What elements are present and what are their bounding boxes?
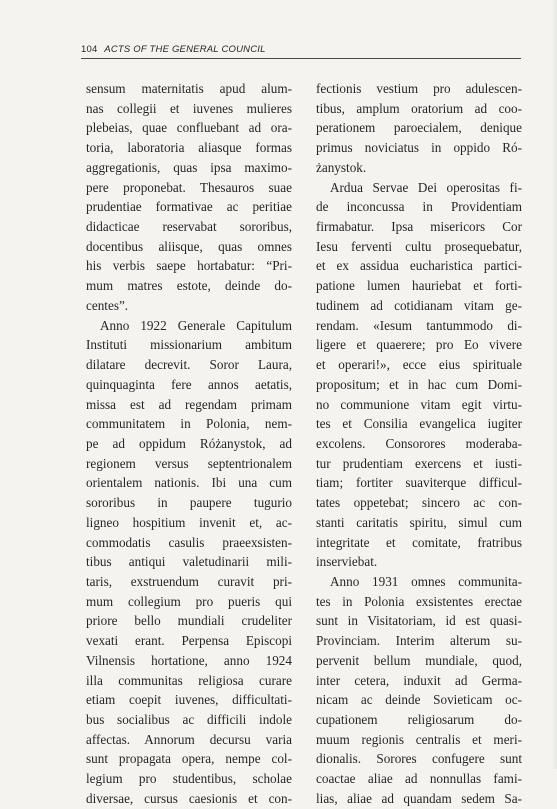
- text-line: nas collegii et iuvenes mulieres: [86, 100, 292, 116]
- right-column: [316, 79, 522, 809]
- header-rule: [81, 58, 521, 59]
- text-line: inter cetera, induxit ad Germa-: [316, 672, 522, 688]
- text-line: et operari!», ecce eius spirituale: [316, 357, 522, 373]
- text-line: tudinem ad cotidianam vitam ge-: [316, 297, 522, 313]
- page-edge-shadow: [551, 0, 557, 769]
- text-line: aggregationis, quas ipsa maximo-: [86, 159, 292, 175]
- text-line: etiam coepit iuvenes, difficultati-: [86, 692, 292, 708]
- text-line: Provinciam. Interim alterum su-: [316, 633, 522, 649]
- text-line: diversae, cursus caesionis et con-: [86, 790, 292, 806]
- text-line: primus noviciatus in oppido Ró-: [316, 140, 522, 156]
- text-line: excolens. Consorores moderaba-: [316, 435, 522, 451]
- running-header: [81, 44, 521, 55]
- text-line: no communione vitam egit virtu-: [316, 396, 522, 412]
- text-line: pere proponebat. Thesauros suae: [86, 179, 292, 195]
- text-line: lias, aliae ad quandam sedem Sa-: [316, 790, 522, 806]
- text-line: inserviebat.: [316, 554, 378, 570]
- text-line: sensum maternitatis apud alum-: [86, 81, 292, 96]
- text-line: sunt in Visitatoriam, id est quasi-: [316, 613, 522, 629]
- text-line: perationem paroecialem, denique: [316, 120, 522, 136]
- page-number: 104: [81, 44, 98, 55]
- text-line: de inconcussa in Providentiam: [316, 199, 522, 215]
- text-line: żanystok.: [316, 159, 367, 175]
- text-line: quinquaginta fere annos aetatis,: [86, 376, 292, 392]
- text-line: dilatare decrevit. Soror Laura,: [86, 357, 292, 373]
- text-line: Iesu ferventi cultu prosequebatur,: [316, 238, 522, 254]
- text-line: Ardua Servae Dei operositas fi-: [330, 179, 522, 195]
- text-line: fectionis vestium pro adulescen-: [316, 81, 522, 96]
- text-line: tes in Polonia exsistentes erectae: [316, 593, 522, 609]
- text-line: plebeias, quae confluebant ad ora-: [86, 120, 292, 136]
- text-line: ligere et quaerere; pro Eo vivere: [316, 337, 522, 353]
- text-line: Instituti missionarium ambitum: [86, 337, 292, 353]
- text-line: tibus, amplum oratorium ad coo-: [316, 100, 522, 116]
- text-line: centes”.: [86, 297, 129, 313]
- text-line: ligneo hospitium invenit et, ac-: [86, 514, 292, 530]
- text-line: regionem versus septentrionalem: [86, 455, 292, 471]
- text-line: didacticae reservabat sororibus,: [86, 219, 292, 235]
- text-line: coactae aliae ad nonnullas fami-: [316, 771, 522, 787]
- text-line: firmabatur. Ipsa misericors Cor: [316, 219, 522, 235]
- text-line: pe ad oppidum Różanystok, ad: [86, 435, 292, 451]
- text-line: et ex assidua eucharistica partici-: [316, 258, 522, 274]
- text-line: rendam. «Iesum tantummodo di-: [316, 317, 522, 333]
- text-line: tur prudentiam exercens et iusti-: [316, 455, 522, 471]
- text-line: mum collegium pro pueris qui: [86, 593, 292, 609]
- text-line: priore bello mundiali crudeliter: [86, 613, 292, 629]
- text-line: legium pro studentibus, scholae: [86, 771, 292, 787]
- text-line: missa est ad regendam primam: [86, 396, 292, 412]
- text-line: sororibus in paupere tugurio: [86, 495, 292, 511]
- text-line: Vilnensis hortatione, anno 1924: [86, 652, 292, 668]
- text-line: tes et Consilia evangelica iugiter: [316, 416, 522, 432]
- running-title: ACTS OF THE GENERAL COUNCIL: [104, 44, 266, 55]
- text-line: docentibus aliisque, quas omnes: [86, 238, 292, 254]
- left-column: [86, 79, 292, 809]
- text-line: dionalis. Sorores confugere sunt: [316, 751, 522, 767]
- text-line: muum regionis centralis et meri-: [316, 731, 522, 747]
- text-line: Anno 1922 Generale Capitulum: [100, 317, 292, 333]
- text-line: Anno 1931 omnes communita-: [330, 573, 522, 589]
- text-line: communitatem in Polonia, nem-: [86, 416, 292, 432]
- text-line: commodatis casulis praeexsisten-: [86, 534, 292, 550]
- text-line: his verbis saepe hortabatur: “Pri-: [86, 258, 292, 274]
- text-line: stanti caritatis spiritu, simul cum: [316, 514, 522, 530]
- text-line: bus socialibus ac difficili indole: [86, 712, 292, 727]
- text-line: mum matres estote, deinde do-: [86, 278, 292, 294]
- text-line: nicam ac deinde Sovieticam oc-: [316, 692, 522, 708]
- text-line: toria, laboratoria aliasque formas: [86, 140, 292, 156]
- text-line: propositum; et in hac cum Domi-: [316, 376, 522, 392]
- text-line: patione lumen hauriebat et forti-: [316, 278, 522, 294]
- text-line: affectas. Annorum decursu varia: [86, 731, 292, 747]
- text-line: illa communitas religiosa curare: [86, 672, 292, 688]
- text-line: cupationem religiosarum do-: [316, 712, 522, 727]
- text-line: taris, exstruendum curavit pri-: [86, 573, 292, 589]
- text-line: tibus antiqui valetudinarii mili-: [86, 554, 292, 570]
- text-line: tates oppetebat; sincero ac con-: [316, 495, 522, 511]
- text-line: pervenit bellum mundiale, quod,: [316, 652, 522, 668]
- text-line: prudentiae formativae ac peritiae: [86, 199, 292, 215]
- text-line: integritate et comitate, fratribus: [316, 534, 522, 550]
- text-line: orientalem nationis. Ibi una cum: [86, 475, 292, 491]
- text-line: vexati erant. Perpensa Episcopi: [86, 633, 292, 649]
- text-line: tiam; fortiter suaviterque difficul-: [316, 475, 522, 491]
- text-line: sunt propagata opera, nempe col-: [86, 751, 292, 767]
